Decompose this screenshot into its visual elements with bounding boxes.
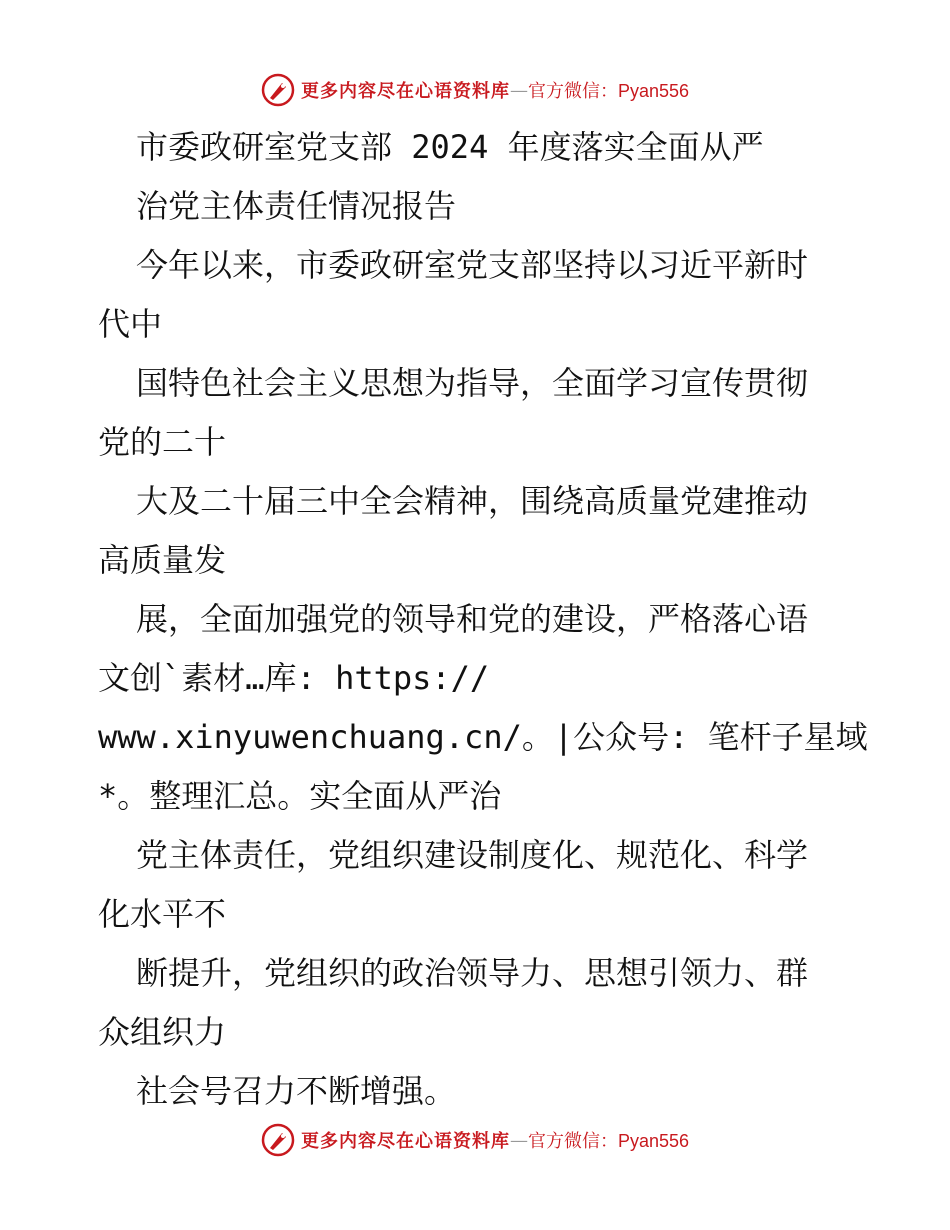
body-line: *。整理汇总。实全面从严治 (98, 777, 502, 815)
body-line: 今年以来，市委政研室党支部坚持以习近平新时 (136, 246, 809, 284)
body-line: 国特色社会主义思想为指导，全面学习宣传贯彻 (136, 364, 809, 402)
title-line-2: 治党主体责任情况报告 (136, 187, 457, 225)
watermark-text: 更多内容尽在心语资料库 (300, 81, 510, 102)
watermark-contact: 官方微信：Pyan556 (527, 81, 690, 101)
body-line: 展，全面加强党的领导和党的建设，严格落心语 (136, 600, 809, 638)
watermark-contact: 官方微信：Pyan556 (527, 1131, 690, 1151)
body-line: 党的二十 (98, 423, 227, 461)
pen-nib-logo-icon (261, 1123, 295, 1157)
body-line: 代中 (98, 305, 163, 343)
body-line: 党主体责任，党组织建设制度化、规范化、科学 (136, 836, 809, 874)
header-watermark (0, 70, 950, 110)
watermark-separator: — (509, 79, 528, 101)
footer-watermark (0, 1120, 950, 1160)
body-line: 断提升，党组织的政治领导力、思想引领力、群 (136, 954, 809, 992)
body-line: 社会号召力不断增强。 (136, 1072, 457, 1110)
pen-nib-logo-icon (261, 73, 295, 107)
title-line-1: 市委政研室党支部 2024 年度落实全面从严 (136, 128, 764, 166)
body-line: 高质量发 (98, 541, 227, 579)
watermark-text: 更多内容尽在心语资料库 (300, 1131, 510, 1152)
body-line: www.xinyuwenchuang.cn/。|公众号: 笔杆子星域 (98, 718, 868, 756)
body-line: 文创`素材…库: https:// (98, 659, 490, 697)
body-line: 大及二十届三中全会精神，围绕高质量党建推动 (136, 482, 809, 520)
body-line: 化水平不 (98, 895, 227, 933)
watermark-separator: — (509, 1129, 528, 1151)
body-line: 众组织力 (98, 1013, 227, 1051)
